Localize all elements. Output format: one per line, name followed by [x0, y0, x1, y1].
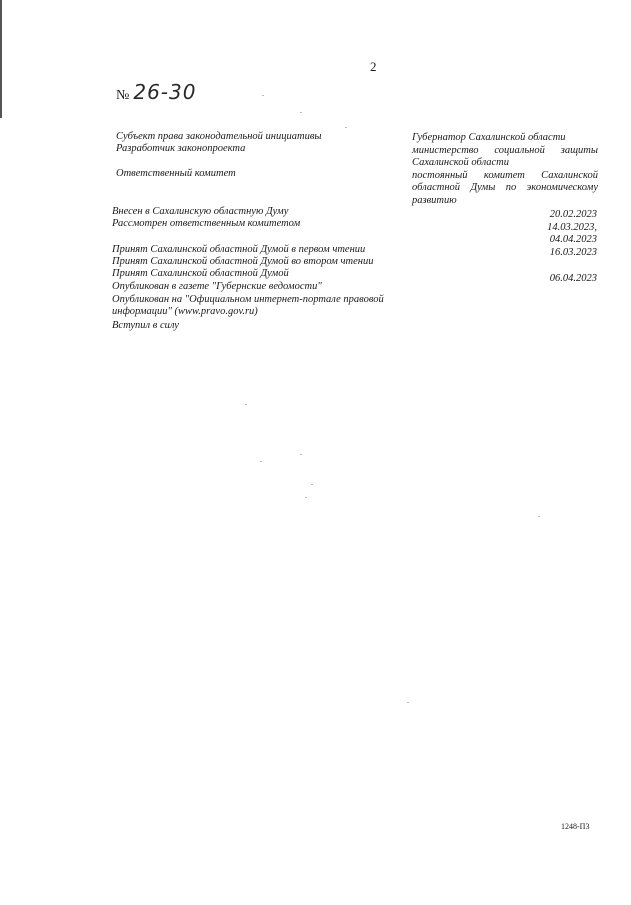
scan-edge-mark: [0, 0, 2, 118]
second-reading-label: Принят Сахалинской областной Думой во втором чтении: [112, 256, 374, 267]
published-portal-label-2: информации" (www.pravo.gov.ru): [112, 306, 258, 317]
scan-speck: [538, 516, 540, 517]
developer-value: [412, 145, 598, 170]
entered-force-label: Вступил в силу: [112, 320, 179, 331]
handwritten-number: 26-30: [133, 80, 197, 104]
scan-speck: [407, 702, 409, 703]
committee-value-line-1: постоянный комитет Сахалинской: [412, 170, 598, 181]
committee-value: [412, 170, 598, 207]
developer-label: Разработчик законопроекта: [116, 143, 246, 154]
registration-number: [116, 80, 196, 104]
introduced-date: 20.02.2023: [549, 209, 597, 220]
scan-speck: [262, 95, 264, 96]
scan-speck: [345, 127, 347, 128]
reviewed-date-2: 04.04.2023: [549, 234, 597, 245]
number-sign: №: [116, 88, 130, 103]
committee-value-line-3: развитию: [412, 194, 457, 206]
subject-value-text: Губернатор Сахалинской области: [412, 132, 566, 143]
scan-speck: [300, 112, 302, 113]
adopted-label: Принят Сахалинской областной Думой: [112, 268, 289, 279]
introduced-label: Внесен в Сахалинскую областную Думу: [112, 206, 289, 217]
first-reading-label: Принят Сахалинской областной Думой в первом чтении: [112, 244, 366, 255]
footer-code: 1248-П3: [561, 822, 590, 831]
published-newspaper-label: Опубликован в газете "Губернские ведомости": [112, 281, 322, 292]
page-number: 2: [370, 59, 377, 74]
scan-speck: [245, 404, 247, 405]
first-reading-date: 16.03.2023: [549, 247, 597, 258]
reviewed-date-1: 14.03.2023,: [547, 222, 597, 233]
scan-speck: [305, 497, 307, 498]
published-portal-label-1: Опубликован на "Официальном интернет-портале правовой: [112, 294, 384, 305]
subject-value: [412, 132, 598, 144]
reviewed-label: Рассмотрен ответственным комитетом: [112, 218, 301, 229]
developer-value-line-2: Сахалинской области: [412, 157, 510, 169]
adopted-date: 06.04.2023: [549, 273, 597, 284]
scan-speck: [260, 461, 262, 462]
subject-label: Субъект права законодательной инициативы: [116, 131, 322, 142]
developer-value-line-1: министерство социальной защиты: [412, 145, 598, 156]
scan-speck: [311, 484, 313, 485]
scan-speck: [300, 454, 302, 455]
committee-label: Ответственный комитет: [116, 168, 236, 179]
committee-value-line-2: областной Думы по экономическому: [412, 182, 598, 194]
